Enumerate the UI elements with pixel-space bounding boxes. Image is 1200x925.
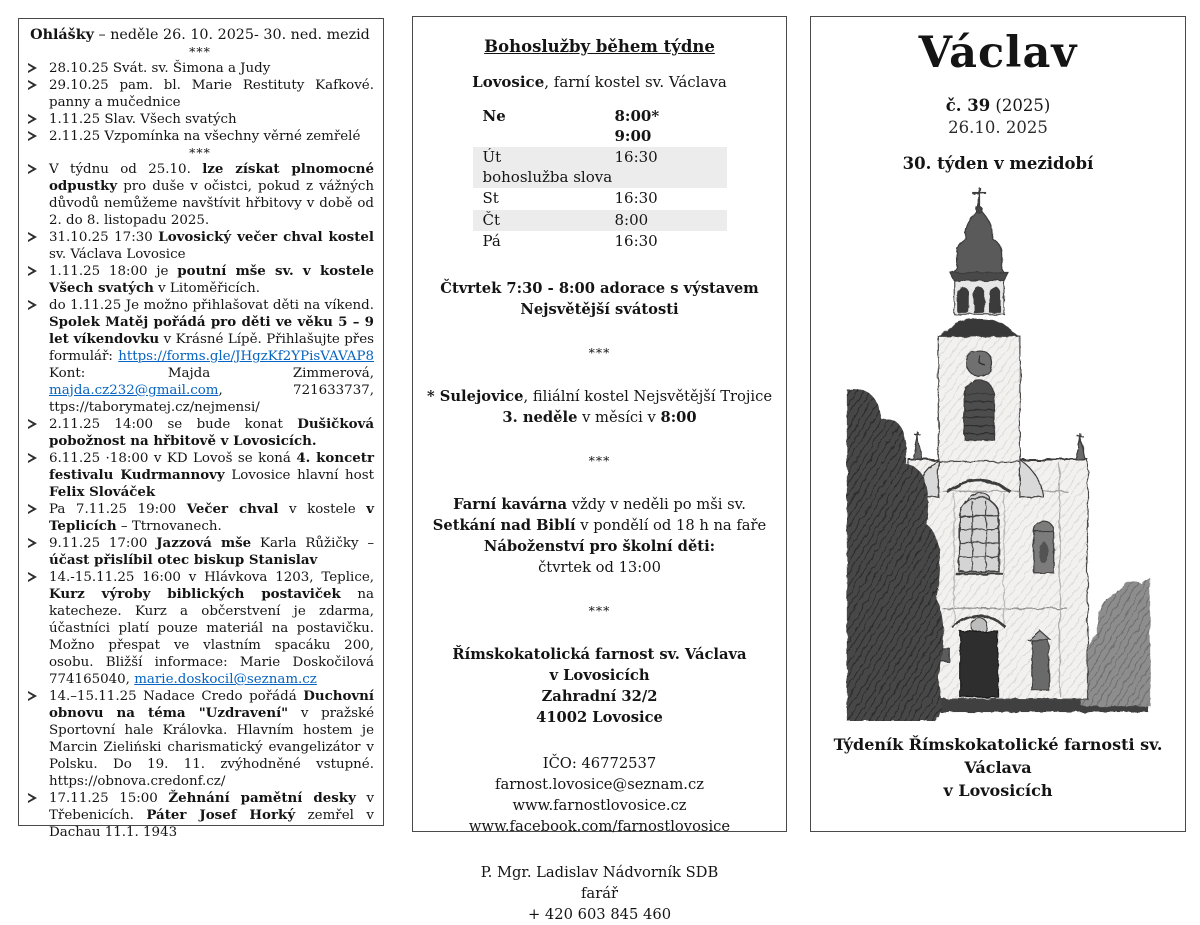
announcement-item: 17.11.25 15:00 Žehnání pamětní desky v Třebenicích. Páter Josef Horký zemřel v Dachau 11.1. 1943: [26, 790, 374, 841]
issue-date: 26.10. 2025: [948, 118, 1048, 137]
announcements-list: [26, 44, 374, 841]
separator-stars: ***: [588, 344, 611, 360]
arrow-bullet-icon: [28, 164, 38, 175]
schedule-row: [473, 106, 727, 147]
info-paragraph: P. Mgr. Ladislav Nádvorník SDB farář + 420 603 845 460: [480, 863, 719, 923]
arrow-bullet-icon: [28, 266, 38, 277]
schedule-time: 8:00: [614, 210, 649, 229]
announcement-item: 31.10.25 17:30 Lovosický večer chval kostel sv. Václava Lovosice: [26, 229, 374, 263]
services-title: Bohoslužby během týdne: [484, 37, 715, 56]
info-paragraph: Římskokatolická farnost sv. Václava v Lovosicích Zahradní 32/2 41002 Lovosice: [452, 645, 747, 726]
issue-number: [811, 96, 1185, 115]
footer-line1: Týdeník Římskokatolické farnosti sv. Václava: [833, 735, 1163, 777]
separator-stars: ***: [189, 44, 211, 59]
arrow-bullet-icon: [28, 63, 38, 74]
church-sketch-image: [811, 181, 1185, 725]
arrow-bullet-icon: [28, 419, 38, 430]
announcement-item: 29.10.25 pam. bl. Marie Restituty Kafkové. panny a mučednice: [26, 77, 374, 111]
announcement-item: 2.11.25 Vzpomínka na všechny věrné zemřelé: [26, 128, 374, 145]
schedule-row: [473, 188, 727, 210]
arrow-bullet-icon: [28, 504, 38, 515]
arrow-bullet-icon: [28, 691, 38, 702]
arrow-bullet-icon: [28, 453, 38, 464]
schedule-row: [473, 147, 727, 188]
announcement-item: 9.11.25 17:00 Jazzová mše Karla Růžičky – účast přislíbil otec biskup Stanislav: [26, 535, 374, 569]
liturgical-week: 30. týden v mezidobí: [902, 154, 1094, 173]
schedule-day: Ne: [482, 107, 506, 125]
arrow-bullet-icon: [28, 80, 38, 91]
info-paragraph: Farní kavárna vždy v neděli po mši sv. Setkání nad Biblí v pondělí od 18 h na faře Náboženství pro školní děti: čtvrtek od 13:00: [432, 495, 767, 576]
announcement-item: 2.11.25 14:00 se bude konat Dušičková pobožnost na hřbitově v Lovosicích.: [26, 416, 374, 450]
services-subtitle-place: Lovosice: [472, 73, 545, 91]
schedule-day: Út bohoslužba slova: [482, 148, 613, 186]
announcement-item: Pa 7.11.25 19:00 Večer chval v kostele v Teplicích – Ttrnovanech.: [26, 501, 374, 535]
schedule-day: Čt: [482, 210, 501, 229]
footer-line2: v Lovosicích: [943, 781, 1053, 800]
arrow-bullet-icon: [28, 793, 38, 804]
services-subtitle: [423, 73, 776, 91]
hyperlink[interactable]: marie.doskocil@seznam.cz: [134, 672, 317, 687]
announcement-item: do 1.11.25 Je možno přihlašovat děti na víkend. Spolek Matěj pořádá pro děti ve věku 5 – 9 let víkendovku v Krásné Lípě. Přihlašujte přes formulář: https://forms.gle/JHgzKf2YPisVAVAP8 Kont: Majda Zimmerová, majda.cz232@gmail.com, 721633737, ttps://taborymatej.cz/nejmensi/: [26, 297, 374, 416]
issue-number-rest: (2025): [990, 96, 1051, 115]
announcement-item: 6.11.25 ·18:00 v KD Lovoš se koná 4. koncetr festivalu Kudrmannovy Lovosice hlavní host Felix Slováček: [26, 450, 374, 501]
services-panel: [412, 16, 787, 923]
schedule-time: 16:30: [614, 189, 658, 207]
announcements-panel: [18, 18, 384, 840]
info-paragraph: IČO: 46772537 farnost.lovosice@seznam.cz www.farnostlovosice.cz www.facebook.com/farnostlovosice: [468, 754, 731, 835]
schedule-time: 16:30: [614, 148, 658, 166]
arrow-bullet-icon: [28, 538, 38, 549]
issue-number-bold: č. 39: [945, 96, 991, 115]
schedule-time: 16:30: [614, 232, 658, 250]
middle-blocks: [423, 278, 776, 925]
bulletin-title: Václav: [918, 28, 1078, 78]
footer-imprint: [811, 733, 1185, 802]
arrow-bullet-icon: [28, 300, 38, 311]
announcement-item: 1.11.25 Slav. Všech svatých: [26, 111, 374, 128]
services-subtitle-rest: , farní kostel sv. Václava: [544, 73, 727, 91]
announcement-item: 28.10.25 Svát. sv. Šimona a Judy: [26, 60, 374, 77]
separator-stars: ***: [588, 602, 611, 618]
announcement-item: 14.-15.11.25 16:00 v Hlávkova 1203, Teplice, Kurz výroby biblických postaviček na katecheze. Kurz a občerstvení je zdarma, účastníci platí pouze materiál na postavičku. Možno přespat ve vlastním spacáku 200, osobu. Bližší informace: Marie Doskočilová 774165040, marie.doskocil@seznam.cz: [26, 569, 374, 688]
schedule-row: [473, 231, 727, 253]
hyperlink[interactable]: majda.cz232@gmail.com: [49, 383, 219, 398]
separator-stars: ***: [588, 452, 611, 468]
announcement-item: 1.11.25 18:00 je poutní mše sv. v kostele Všech svatých v Litoměřicích.: [26, 263, 374, 297]
announcements-header: Ohlášky – neděle 26. 10. 2025- 30. ned. mezid: [30, 27, 370, 43]
arrow-bullet-icon: [28, 131, 38, 142]
hyperlink[interactable]: https://forms.gle/JHgzKf2YPisVAVAP8: [118, 349, 374, 364]
announcement-item: V týdnu od 25.10. lze získat plnomocné odpustky pro duše v očistci, pokud z vážných důvodů nemůžeme navštívit hřbitovy v době od 2. do 8. listopadu 2025.: [26, 161, 374, 229]
schedule-row: [473, 210, 727, 232]
info-paragraph: * Sulejovice, filiální kostel Nejsvětější Trojice 3. neděle v měsíci v 8:00: [426, 387, 773, 426]
arrow-bullet-icon: [28, 232, 38, 243]
schedule-table: [473, 106, 727, 253]
arrow-bullet-icon: [28, 572, 38, 583]
titlepage-panel: [810, 16, 1186, 832]
schedule-day: Pá: [482, 232, 501, 250]
info-paragraph: Čtvrtek 7:30 - 8:00 adorace s výstavem Nejsvětější svátosti: [440, 279, 759, 318]
schedule-time: 8:00* 9:00: [614, 107, 660, 145]
schedule-day: St: [482, 189, 499, 207]
announcement-item: 14.–15.11.25 Nadace Credo pořádá Duchovní obnovu na téma "Uzdravení" v pražské Sportovní hale Královka. Hlavním hostem je Marcin Zieliński charismatický evangelizátor v Polsku. Do 19. 11. zvýhodněné vstupné. https://obnova.credonf.cz/: [26, 688, 374, 790]
separator-stars: ***: [189, 145, 211, 160]
arrow-bullet-icon: [28, 114, 38, 125]
